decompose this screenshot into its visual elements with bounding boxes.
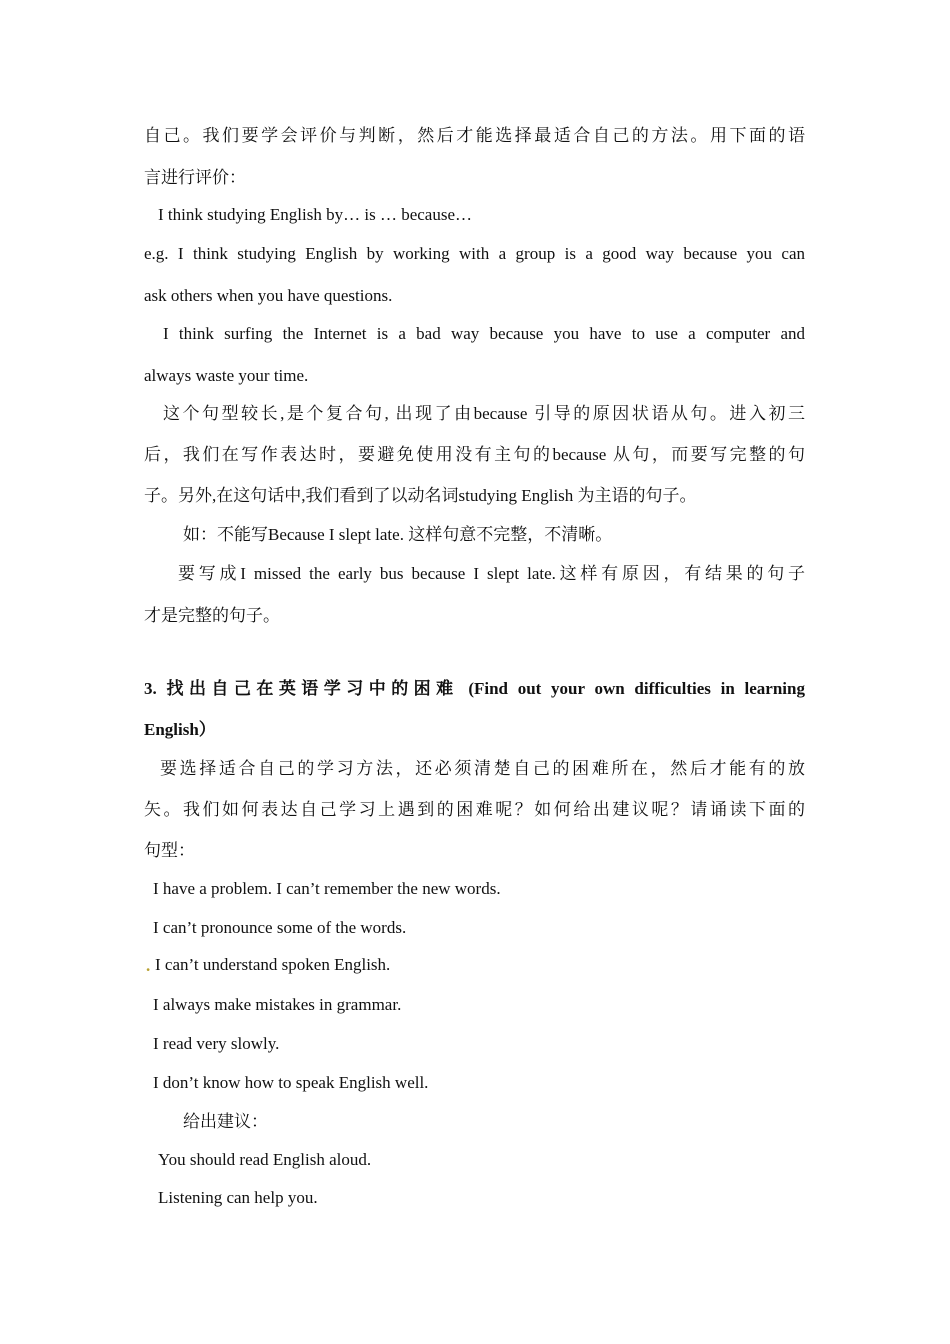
wrong-example: 如：不能写Because I slept late. 这样句意不完整，不清晰。 — [183, 525, 613, 544]
problem-sentence: I can’t understand spoken English. — [155, 955, 391, 974]
example-line: I think surfing the Internet is a bad way because you have to use a computer and — [163, 324, 805, 343]
stray-dot-mark: . — [146, 956, 151, 975]
intro-line: 自己。我们要学会评价与判断，然后才能选择最适合自己的方法。用下面的语 — [144, 126, 805, 145]
intro-line: 言进行评价： — [144, 168, 246, 187]
grammar-note: 子。另外,在这句话中,我们看到了以动名词studying English 为主语的句子。 — [144, 486, 697, 505]
section-intro: 句型： — [144, 841, 195, 860]
problem-sentence: I can’t pronounce some of the words. — [153, 918, 407, 937]
example-line: e.g. I think studying English by working with a group is a good way because you can — [144, 244, 805, 263]
grammar-note: 后，我们在写作表达时，要避免使用没有主句的because 从句，而要写完整的句 — [144, 445, 805, 464]
example-line: always waste your time. — [144, 366, 309, 385]
section-heading: 3. 找出自己在英语学习中的困难 (Find out your own difficulties in learning — [144, 679, 805, 698]
advice-sentence: You should read English aloud. — [158, 1150, 372, 1169]
right-example: 要写成I missed the early bus because I slept late.这样有原因，有结果的句子 — [178, 564, 805, 583]
problem-sentence: I have a problem. I can’t remember the new words. — [153, 879, 501, 898]
problem-sentence: I don’t know how to speak English well. — [153, 1073, 429, 1092]
section-intro: 要选择适合自己的学习方法，还必须清楚自己的困难所在，然后才能有的放 — [160, 759, 805, 778]
advice-label: 给出建议： — [183, 1112, 268, 1131]
example-line: ask others when you have questions. — [144, 286, 393, 305]
problem-sentence: I always make mistakes in grammar. — [153, 995, 402, 1014]
advice-sentence: Listening can help you. — [158, 1188, 318, 1207]
section-heading: English） — [144, 720, 216, 739]
right-example: 才是完整的句子。 — [144, 606, 280, 625]
section-intro: 矢。我们如何表达自己学习上遇到的困难呢？如何给出建议呢？请诵读下面的 — [144, 800, 805, 819]
problem-sentence: I read very slowly. — [153, 1034, 280, 1053]
sentence-pattern: I think studying English by… is … because… — [158, 205, 473, 224]
grammar-note: 这个句型较长,是个复合句, 出现了由because 引导的原因状语从句。进入初三 — [163, 404, 805, 423]
